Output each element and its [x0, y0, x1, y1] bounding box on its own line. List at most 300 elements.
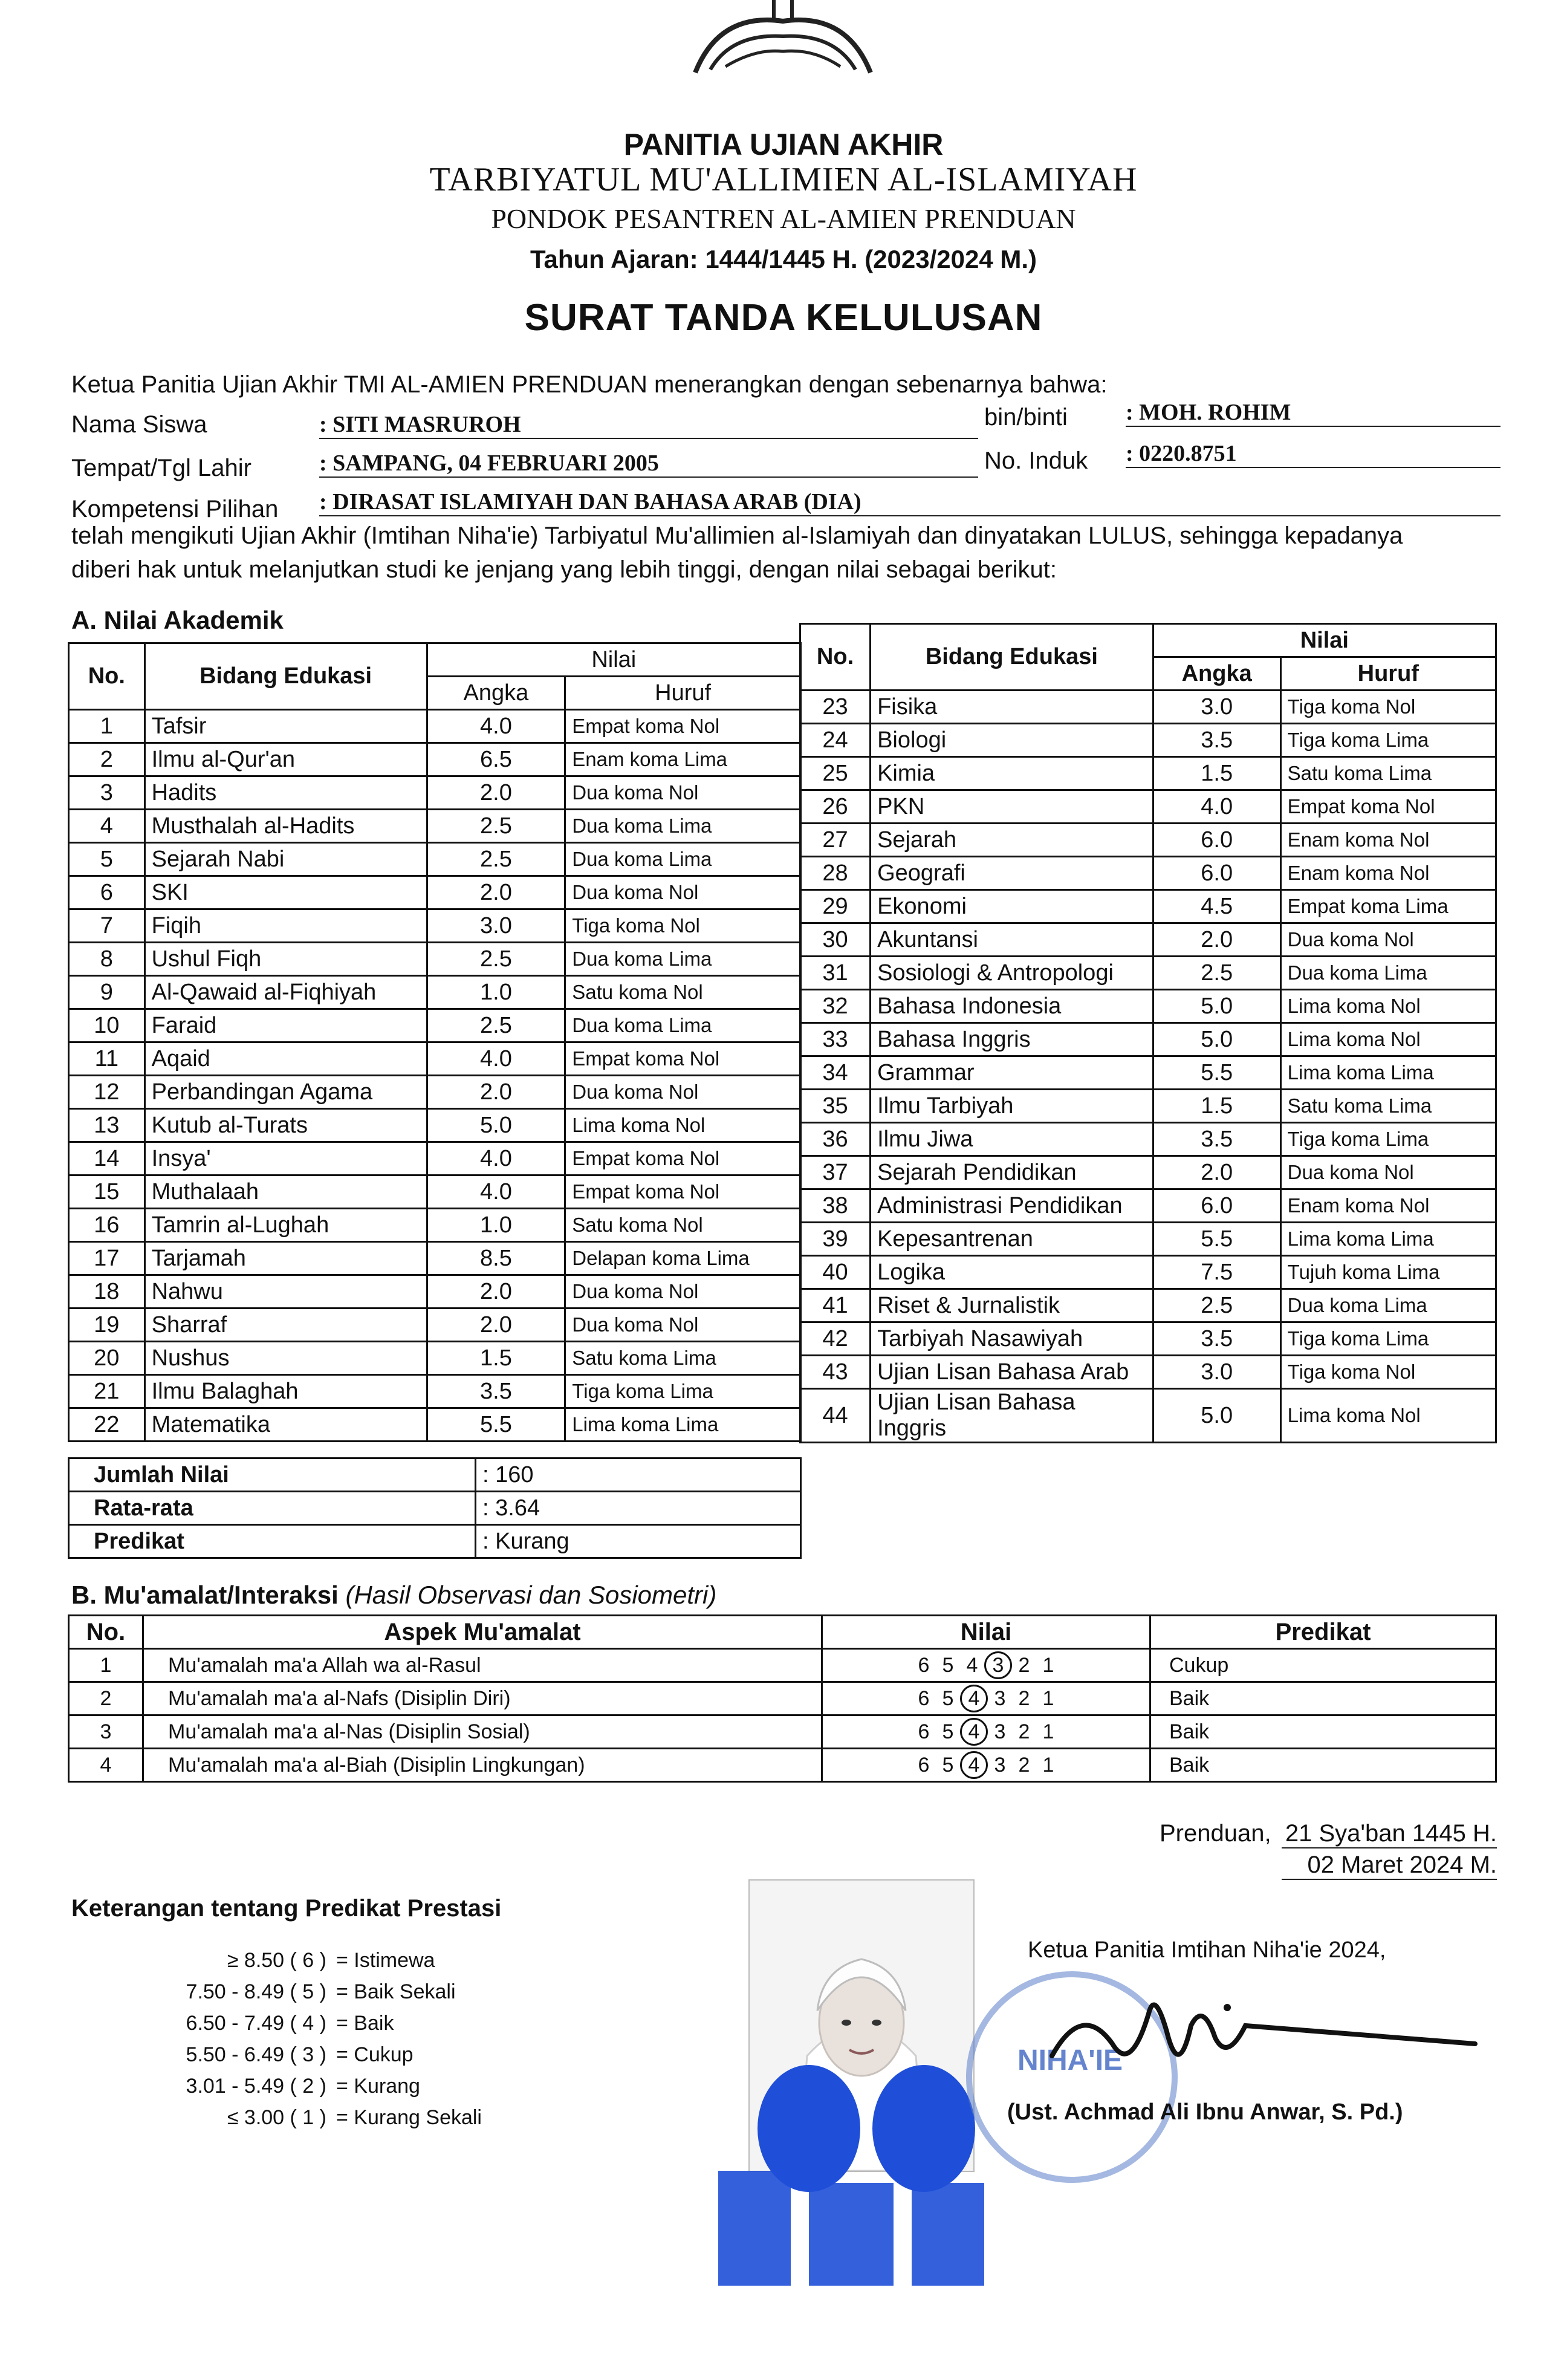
grade-huruf: Lima koma Lima	[1280, 1223, 1496, 1256]
subject-name: PKN	[871, 790, 1153, 824]
grade-angka: 1.0	[427, 976, 565, 1009]
section-a-title: A. Nilai Akademik	[71, 606, 284, 634]
subject-name: Sejarah Nabi	[144, 843, 427, 876]
subject-name: Faraid	[144, 1009, 427, 1042]
grade-angka: 1.5	[1153, 757, 1280, 790]
grade-row	[69, 876, 801, 909]
grade-huruf: Empat koma Nol	[565, 710, 801, 743]
row-number: 1	[69, 710, 145, 743]
grade-huruf: Satu koma Nol	[565, 1209, 801, 1242]
grade-angka: 4.5	[1153, 890, 1280, 923]
predikat-value: Baik	[1150, 1682, 1496, 1715]
grade-huruf: Tiga koma Nol	[1280, 691, 1496, 724]
score-option: 1	[1042, 1687, 1054, 1710]
col-subject-header: Bidang Edukasi	[144, 643, 427, 710]
legend-range: ≥ 8.50 ( 6 )	[227, 1949, 326, 1972]
grade-row	[69, 810, 801, 843]
predikat-value: Baik	[1150, 1749, 1496, 1782]
grade-angka: 7.5	[1153, 1256, 1280, 1289]
grade-row	[69, 776, 801, 810]
row-number: 27	[800, 824, 871, 857]
competency-label: Kompetensi Pilihan	[71, 496, 279, 522]
score-scale	[822, 1749, 1150, 1782]
grade-row	[800, 724, 1496, 757]
institution-name: TARBIYATUL MU'ALLIMIEN AL-ISLAMIYAH	[429, 161, 1138, 198]
score-option: 6	[918, 1754, 930, 1777]
legend-label: = Cukup	[336, 2043, 414, 2066]
row-number: 7	[69, 909, 145, 943]
score-option: 5	[942, 1654, 954, 1677]
predikat-value: Baik	[1150, 1715, 1496, 1749]
document-title: SURAT TANDA KELULUSAN	[524, 297, 1043, 339]
grade-angka: 2.5	[1153, 957, 1280, 990]
subject-name: Nushus	[144, 1342, 427, 1375]
grade-huruf: Satu koma Lima	[565, 1342, 801, 1375]
grade-angka: 4.0	[427, 1175, 565, 1209]
grade-angka: 5.0	[427, 1109, 565, 1142]
grade-huruf: Satu koma Lima	[1280, 1090, 1496, 1123]
birth-value: : SAMPANG, 04 FEBRUARI 2005	[319, 450, 978, 478]
subject-name: Administrasi Pendidikan	[871, 1189, 1153, 1223]
grade-huruf: Enam koma Nol	[1280, 857, 1496, 890]
grade-row	[800, 1389, 1496, 1443]
grade-angka: 2.0	[427, 876, 565, 909]
muamalat-row	[69, 1682, 1496, 1715]
grade-huruf: Lima koma Nol	[1280, 1023, 1496, 1056]
subject-name: Bahasa Indonesia	[871, 990, 1153, 1023]
row-number: 28	[800, 857, 871, 890]
score-option: 1	[1042, 1754, 1054, 1777]
row-number: 4	[69, 1749, 143, 1782]
grade-row	[69, 843, 801, 876]
grade-huruf: Dua koma Lima	[1280, 1289, 1496, 1322]
aspek-name: Mu'amalah ma'a al-Nafs (Disiplin Diri)	[143, 1682, 822, 1715]
predikat-label: Predikat	[69, 1525, 476, 1558]
col-no-header: No.	[69, 643, 145, 710]
row-number: 19	[69, 1309, 145, 1342]
col-nilai-header: Nilai	[1153, 624, 1496, 657]
legend-item	[121, 1945, 544, 1976]
subject-name: Hadits	[144, 776, 427, 810]
subject-name: Sejarah	[871, 824, 1153, 857]
summary-table	[68, 1457, 802, 1559]
grade-huruf: Delapan koma Lima	[565, 1242, 801, 1275]
col-angka-header: Angka	[427, 677, 565, 710]
grade-angka: 2.5	[427, 843, 565, 876]
subject-name: Ilmu Jiwa	[871, 1123, 1153, 1156]
score-option: 1	[1042, 1720, 1054, 1743]
col-nilai-header: Nilai	[427, 643, 800, 677]
legend-label: = Kurang	[336, 2075, 420, 2098]
row-number: 42	[800, 1322, 871, 1356]
legend-range: 5.50 - 6.49 ( 3 )	[186, 2043, 326, 2066]
grade-angka: 2.5	[1153, 1289, 1280, 1322]
grade-row	[69, 1175, 801, 1209]
row-number: 29	[800, 890, 871, 923]
grade-huruf: Dua koma Nol	[565, 876, 801, 909]
muamalat-row	[69, 1749, 1496, 1782]
grade-huruf: Tujuh koma Lima	[1280, 1256, 1496, 1289]
subject-name: Riset & Jurnalistik	[871, 1289, 1153, 1322]
legend-item	[121, 2102, 544, 2133]
grade-huruf: Tiga koma Nol	[1280, 1356, 1496, 1389]
grade-huruf: Dua koma Lima	[565, 843, 801, 876]
subject-name: Tarjamah	[144, 1242, 427, 1275]
row-number: 25	[800, 757, 871, 790]
grade-angka: 2.0	[427, 1076, 565, 1109]
grade-huruf: Dua koma Lima	[565, 943, 801, 976]
grade-angka: 6.0	[1153, 1189, 1280, 1223]
stamp-text: NIHA'IE	[1017, 2044, 1123, 2076]
jumlah-label: Jumlah Nilai	[69, 1458, 476, 1492]
grade-huruf: Empat koma Nol	[1280, 790, 1496, 824]
grade-angka: 5.0	[1153, 1023, 1280, 1056]
grade-huruf: Satu koma Lima	[1280, 757, 1496, 790]
grade-row	[800, 1189, 1496, 1223]
score-option: 2	[1018, 1754, 1030, 1777]
score-option: 3	[994, 1687, 1006, 1710]
grade-huruf: Dua koma Nol	[1280, 1156, 1496, 1189]
emblem-logo	[683, 0, 883, 91]
mu-col-nilai-header: Nilai	[822, 1616, 1150, 1649]
section-b-heading	[71, 1581, 716, 1610]
name-label: Nama Siswa	[71, 411, 207, 438]
row-number: 17	[69, 1242, 145, 1275]
name-value: : SITI MASRUROH	[319, 411, 978, 439]
grade-angka: 2.0	[427, 776, 565, 810]
legend-list	[121, 1945, 544, 2133]
grade-row	[69, 1209, 801, 1242]
grade-angka: 4.0	[427, 1142, 565, 1175]
grades-table-right	[799, 623, 1497, 1443]
grade-row	[69, 1142, 801, 1175]
grade-huruf: Dua koma Nol	[565, 1309, 801, 1342]
grade-huruf: Enam koma Nol	[1280, 824, 1496, 857]
subject-name: Insya'	[144, 1142, 427, 1175]
grade-angka: 5.0	[1153, 1389, 1280, 1443]
grade-row	[69, 976, 801, 1009]
muamalat-row	[69, 1715, 1496, 1749]
grade-angka: 3.5	[1153, 1123, 1280, 1156]
row-number: 21	[69, 1375, 145, 1408]
row-number: 3	[69, 1715, 143, 1749]
subject-name: Fisika	[871, 691, 1153, 724]
row-number: 9	[69, 976, 145, 1009]
subject-name: Bahasa Inggris	[871, 1023, 1153, 1056]
subject-name: Ilmu Tarbiyah	[871, 1090, 1153, 1123]
row-number: 38	[800, 1189, 871, 1223]
grade-angka: 4.0	[427, 710, 565, 743]
col-angka-header: Angka	[1153, 657, 1280, 691]
subject-name: Grammar	[871, 1056, 1153, 1090]
row-number: 6	[69, 876, 145, 909]
grade-row	[800, 1223, 1496, 1256]
rata-label: Rata-rata	[69, 1492, 476, 1525]
muamalat-row	[69, 1649, 1496, 1682]
grade-huruf: Tiga koma Lima	[1280, 1123, 1496, 1156]
row-number: 14	[69, 1142, 145, 1175]
row-number: 39	[800, 1223, 871, 1256]
col-subject-header: Bidang Edukasi	[871, 624, 1153, 691]
grade-row	[800, 1289, 1496, 1322]
subject-name: Logika	[871, 1256, 1153, 1289]
grade-huruf: Dua koma Lima	[1280, 957, 1496, 990]
score-scale	[822, 1682, 1150, 1715]
grade-row	[800, 691, 1496, 724]
grade-angka: 2.0	[427, 1309, 565, 1342]
row-number: 10	[69, 1009, 145, 1042]
bin-value: : MOH. ROHIM	[1126, 399, 1500, 427]
induk-value: : 0220.8751	[1126, 440, 1500, 468]
signature-place: Prenduan,	[1160, 1820, 1271, 1847]
jumlah-value: : 160	[476, 1458, 801, 1492]
grade-row	[800, 957, 1496, 990]
grade-row	[69, 943, 801, 976]
score-scale	[822, 1649, 1150, 1682]
summary-row-predikat	[69, 1525, 801, 1558]
handwritten-signature	[1028, 1977, 1487, 2086]
grade-huruf: Empat koma Lima	[1280, 890, 1496, 923]
score-option: 6	[918, 1654, 930, 1677]
row-number: 24	[800, 724, 871, 757]
score-option: 6	[918, 1687, 930, 1710]
grade-row	[800, 790, 1496, 824]
grade-angka: 2.0	[427, 1275, 565, 1309]
intro-text: Ketua Panitia Ujian Akhir TMI AL-AMIEN PRENDUAN menerangkan dengan sebenarnya bahwa:	[71, 371, 1108, 398]
row-number: 18	[69, 1275, 145, 1309]
score-option: 1	[1042, 1654, 1054, 1677]
row-number: 8	[69, 943, 145, 976]
row-number: 5	[69, 843, 145, 876]
grade-angka: 2.5	[427, 810, 565, 843]
grade-angka: 2.0	[1153, 923, 1280, 957]
grade-angka: 6.0	[1153, 824, 1280, 857]
grade-huruf: Enam koma Nol	[1280, 1189, 1496, 1223]
grade-row	[800, 990, 1496, 1023]
competency-value: : DIRASAT ISLAMIYAH DAN BAHASA ARAB (DIA)	[319, 489, 1500, 516]
subject-name: Ujian Lisan Bahasa Arab	[871, 1356, 1153, 1389]
grade-huruf: Tiga koma Nol	[565, 909, 801, 943]
grade-row	[800, 1023, 1496, 1056]
grade-row	[800, 1090, 1496, 1123]
legend-range: 6.50 - 7.49 ( 4 )	[186, 2012, 326, 2035]
grade-huruf: Tiga koma Lima	[1280, 1322, 1496, 1356]
bin-label: bin/binti	[984, 404, 1068, 431]
legend-item	[121, 2039, 544, 2070]
row-number: 12	[69, 1076, 145, 1109]
row-number: 4	[69, 810, 145, 843]
row-number: 20	[69, 1342, 145, 1375]
subject-name: Sejarah Pendidikan	[871, 1156, 1153, 1189]
score-option: 2	[1018, 1687, 1030, 1710]
grade-row	[800, 1123, 1496, 1156]
grade-angka: 1.0	[427, 1209, 565, 1242]
grade-row	[69, 1309, 801, 1342]
subject-name: Matematika	[144, 1408, 427, 1442]
selected-score-circle: 4	[960, 1685, 988, 1712]
aspek-name: Mu'amalah ma'a al-Nas (Disiplin Sosial)	[143, 1715, 822, 1749]
aspek-name: Mu'amalah ma'a al-Biah (Disiplin Lingkungan)	[143, 1749, 822, 1782]
row-number: 22	[69, 1408, 145, 1442]
grade-angka: 2.5	[427, 1009, 565, 1042]
row-number: 44	[800, 1389, 871, 1443]
grade-angka: 3.5	[1153, 1322, 1280, 1356]
subject-name: Ujian Lisan Bahasa Inggris	[871, 1389, 1153, 1443]
grade-huruf: Tiga koma Lima	[565, 1375, 801, 1408]
row-number: 1	[69, 1649, 143, 1682]
committee-title: PANITIA UJIAN AKHIR	[623, 128, 944, 161]
row-number: 33	[800, 1023, 871, 1056]
predikat-value: Cukup	[1150, 1649, 1496, 1682]
grade-angka: 5.5	[1153, 1056, 1280, 1090]
score-option: 2	[1018, 1654, 1030, 1677]
grade-row	[800, 1322, 1496, 1356]
pesantren-name: PONDOK PESANTREN AL-AMIEN PRENDUAN	[491, 203, 1076, 234]
selected-score-circle: 4	[960, 1718, 988, 1746]
grade-huruf: Lima koma Nol	[1280, 1389, 1496, 1443]
grade-row	[800, 857, 1496, 890]
legend-item	[121, 2008, 544, 2039]
subject-name: Geografi	[871, 857, 1153, 890]
subject-name: Kepesantrenan	[871, 1223, 1153, 1256]
subject-name: Al-Qawaid al-Fiqhiyah	[144, 976, 427, 1009]
legend-label: = Baik Sekali	[336, 1980, 456, 2003]
row-number: 40	[800, 1256, 871, 1289]
subject-name: SKI	[144, 876, 427, 909]
subject-name: Ilmu al-Qur'an	[144, 743, 427, 776]
grade-angka: 6.0	[1153, 857, 1280, 890]
signatory-name: (Ust. Achmad Ali Ibnu Anwar, S. Pd.)	[1007, 2099, 1403, 2125]
score-scale	[822, 1715, 1150, 1749]
grade-row	[800, 757, 1496, 790]
grade-row	[800, 1256, 1496, 1289]
row-number: 13	[69, 1109, 145, 1142]
subject-name: Tamrin al-Lughah	[144, 1209, 427, 1242]
legend-item	[121, 2070, 544, 2102]
section-b-title: B. Mu'amalat/Interaksi	[71, 1581, 339, 1609]
grade-angka: 5.5	[427, 1408, 565, 1442]
grade-angka: 3.5	[427, 1375, 565, 1408]
row-number: 15	[69, 1175, 145, 1209]
grade-huruf: Tiga koma Lima	[1280, 724, 1496, 757]
subject-name: Akuntansi	[871, 923, 1153, 957]
signature-date-masehi: 02 Maret 2024 M.	[1282, 1852, 1497, 1880]
legend-item	[121, 1976, 544, 2008]
subject-name: Perbandingan Agama	[144, 1076, 427, 1109]
summary-row-rata	[69, 1492, 801, 1525]
grade-angka: 5.5	[1153, 1223, 1280, 1256]
selected-score-circle: 4	[960, 1751, 988, 1779]
legend-range: 7.50 - 8.49 ( 5 )	[186, 1980, 326, 2003]
statement-line-1: telah mengikuti Ujian Akhir (Imtihan Niha'ie) Tarbiyatul Mu'allimien al-Islamiyah dan dinyatakan LULUS, sehingga kepadanya	[71, 522, 1403, 549]
grades-table-left	[68, 642, 802, 1442]
subject-name: Kimia	[871, 757, 1153, 790]
grade-row	[69, 1076, 801, 1109]
score-option: 5	[942, 1687, 954, 1710]
grade-row	[800, 1156, 1496, 1189]
grade-huruf: Dua koma Nol	[1280, 923, 1496, 957]
grade-angka: 3.5	[1153, 724, 1280, 757]
row-number: 41	[800, 1289, 871, 1322]
induk-label: No. Induk	[984, 447, 1088, 474]
grade-row	[69, 1408, 801, 1442]
subject-name: Tarbiyah Nasawiyah	[871, 1322, 1153, 1356]
summary-row-jumlah	[69, 1458, 801, 1492]
grade-row	[69, 1242, 801, 1275]
grade-row	[800, 1356, 1496, 1389]
grade-angka: 4.0	[427, 1042, 565, 1076]
mu-col-aspek-header: Aspek Mu'amalat	[143, 1616, 822, 1649]
score-option: 4	[966, 1654, 978, 1677]
row-number: 37	[800, 1156, 871, 1189]
grade-row	[800, 1056, 1496, 1090]
grade-huruf: Dua koma Nol	[565, 1275, 801, 1309]
subject-name: Sosiologi & Antropologi	[871, 957, 1153, 990]
grade-row	[800, 890, 1496, 923]
subject-name: Sharraf	[144, 1309, 427, 1342]
grade-angka: 1.5	[427, 1342, 565, 1375]
grade-huruf: Dua koma Lima	[565, 1009, 801, 1042]
grade-row	[69, 1275, 801, 1309]
grade-angka: 3.0	[427, 909, 565, 943]
legend-label: = Kurang Sekali	[336, 2106, 482, 2129]
row-number: 3	[69, 776, 145, 810]
legend-label: = Baik	[336, 2012, 394, 2035]
subject-name: Musthalah al-Hadits	[144, 810, 427, 843]
row-number: 23	[800, 691, 871, 724]
subject-name: Tafsir	[144, 710, 427, 743]
row-number: 32	[800, 990, 871, 1023]
grade-huruf: Dua koma Nol	[565, 776, 801, 810]
grade-huruf: Empat koma Nol	[565, 1042, 801, 1076]
selected-score-circle: 3	[984, 1651, 1012, 1679]
col-no-header: No.	[800, 624, 871, 691]
legend-range: 3.01 - 5.49 ( 2 )	[186, 2075, 326, 2098]
grade-angka: 6.5	[427, 743, 565, 776]
subject-name: Nahwu	[144, 1275, 427, 1309]
subject-name: Aqaid	[144, 1042, 427, 1076]
grade-angka: 2.0	[1153, 1156, 1280, 1189]
rata-value: : 3.64	[476, 1492, 801, 1525]
grade-row	[69, 710, 801, 743]
grade-huruf: Satu koma Nol	[565, 976, 801, 1009]
grade-huruf: Lima koma Lima	[565, 1408, 801, 1442]
row-number: 31	[800, 957, 871, 990]
legend-title: Keterangan tentang Predikat Prestasi	[71, 1895, 502, 1922]
subject-name: Muthalaah	[144, 1175, 427, 1209]
grade-huruf: Lima koma Lima	[1280, 1056, 1496, 1090]
row-number: 16	[69, 1209, 145, 1242]
score-option: 3	[994, 1720, 1006, 1743]
row-number: 11	[69, 1042, 145, 1076]
legend-label: = Istimewa	[336, 1949, 435, 1972]
grade-angka: 3.0	[1153, 691, 1280, 724]
row-number: 30	[800, 923, 871, 957]
grade-huruf: Empat koma Nol	[565, 1175, 801, 1209]
score-option: 3	[994, 1754, 1006, 1777]
score-option: 6	[918, 1720, 930, 1743]
row-number: 34	[800, 1056, 871, 1090]
predikat-value: : Kurang	[476, 1525, 801, 1558]
score-option: 5	[942, 1754, 954, 1777]
score-option: 5	[942, 1720, 954, 1743]
statement-line-2: diberi hak untuk melanjutkan studi ke jenjang yang lebih tinggi, dengan nilai sebagai berikut:	[71, 556, 1057, 583]
subject-name: Biologi	[871, 724, 1153, 757]
row-number: 43	[800, 1356, 871, 1389]
grade-row	[69, 743, 801, 776]
grade-huruf: Dua koma Lima	[565, 810, 801, 843]
signature-role: Ketua Panitia Imtihan Niha'ie 2024,	[1028, 1937, 1386, 1963]
